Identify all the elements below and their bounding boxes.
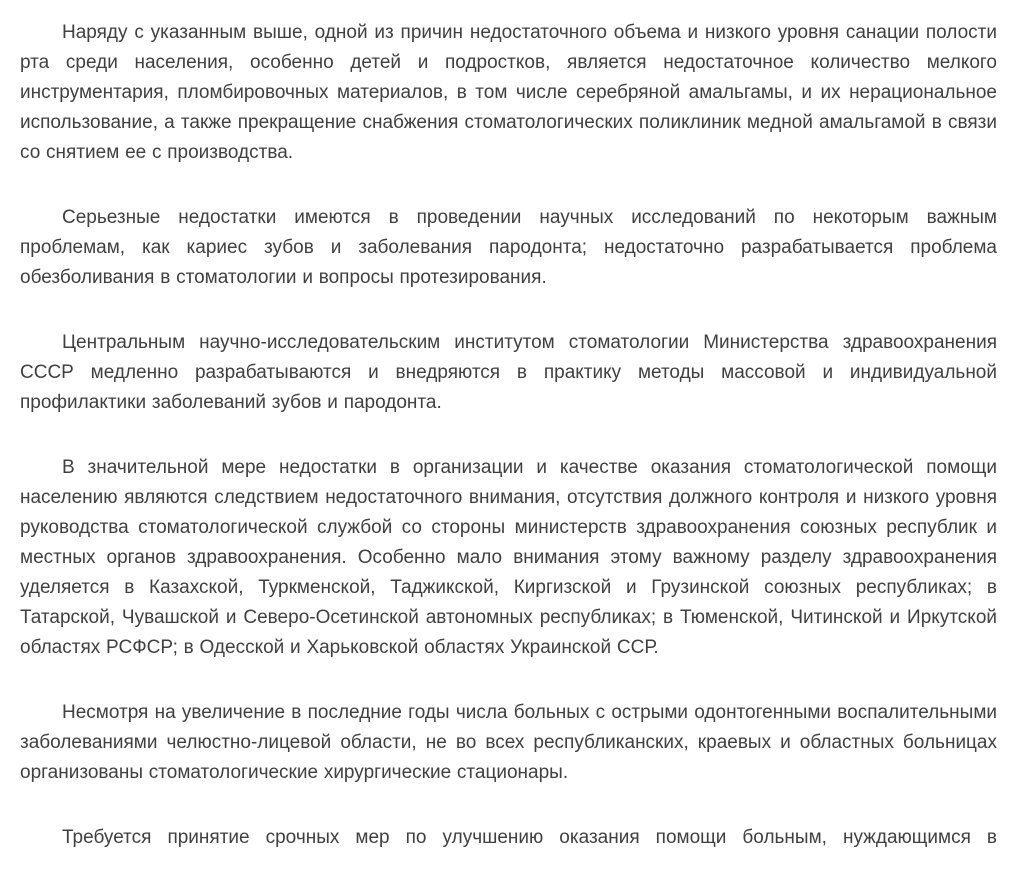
paragraph-management-deficiencies: В значительной мере недостатки в организации и качестве оказания стоматологической помощи населению являются следствием недостаточного внимания, отсутствия должного контроля и низкого уровня руководства стоматологической службой со стороны министерств здравоохранения союзных республик и местных органов здравоохранения. Особенно мало внимания этому важному разделу здравоохранения уделяется в Казахской, Туркменской, Таджикской, Киргизской и Грузинской союзных республиках; в Татарской, Чувашской и Северо-Осетинской автономных республиках; в Тюменской, Читинской и Иркутской областях РСФСР; в Одесской и Харьковской областях Украинской ССР. xyxy=(20,457,997,658)
paragraph-central-institute: Центральным научно-исследовательским институтом стоматологии Министерства здравоохранения СССР медленно разрабатываются и внедряются в практику методы массовой и индивидуальной профилактики заболеваний зубов и пародонта. xyxy=(20,332,997,413)
paragraph-supplies-shortage: Наряду с указанным выше, одной из причин недостаточного объема и низкого уровня санации полости рта среди населения, особенно детей и подростков, является недостаточное количество мелкого инструментария, пломбировочных материалов, в том числе серебряной амальгамы, и их нерациональное использование, а также прекращение снабжения стоматологических поликлиник медной амальгамой в связи со снятием ее с производства. xyxy=(20,22,997,163)
paragraph-urgent-measures-clipped: Требуется принятие срочных мер по улучшению оказания помощи больным, нуждающимся в xyxy=(62,827,997,848)
paragraph-surgical-inpatient-units: Несмотря на увеличение в последние годы числа больных с острыми одонтогенными воспалительными заболеваниями челюстно-лицевой области, не во всех республиканских, краевых и областных больницах организованы стоматологические хирургические стационары. xyxy=(20,702,997,783)
paragraph-research-shortcomings: Серьезные недостатки имеются в проведении научных исследований по некоторым важным проблемам, как кариес зубов и заболевания пародонта; недостаточно разрабатывается проблема обезболивания в стоматологии и вопросы протезирования. xyxy=(20,207,997,288)
